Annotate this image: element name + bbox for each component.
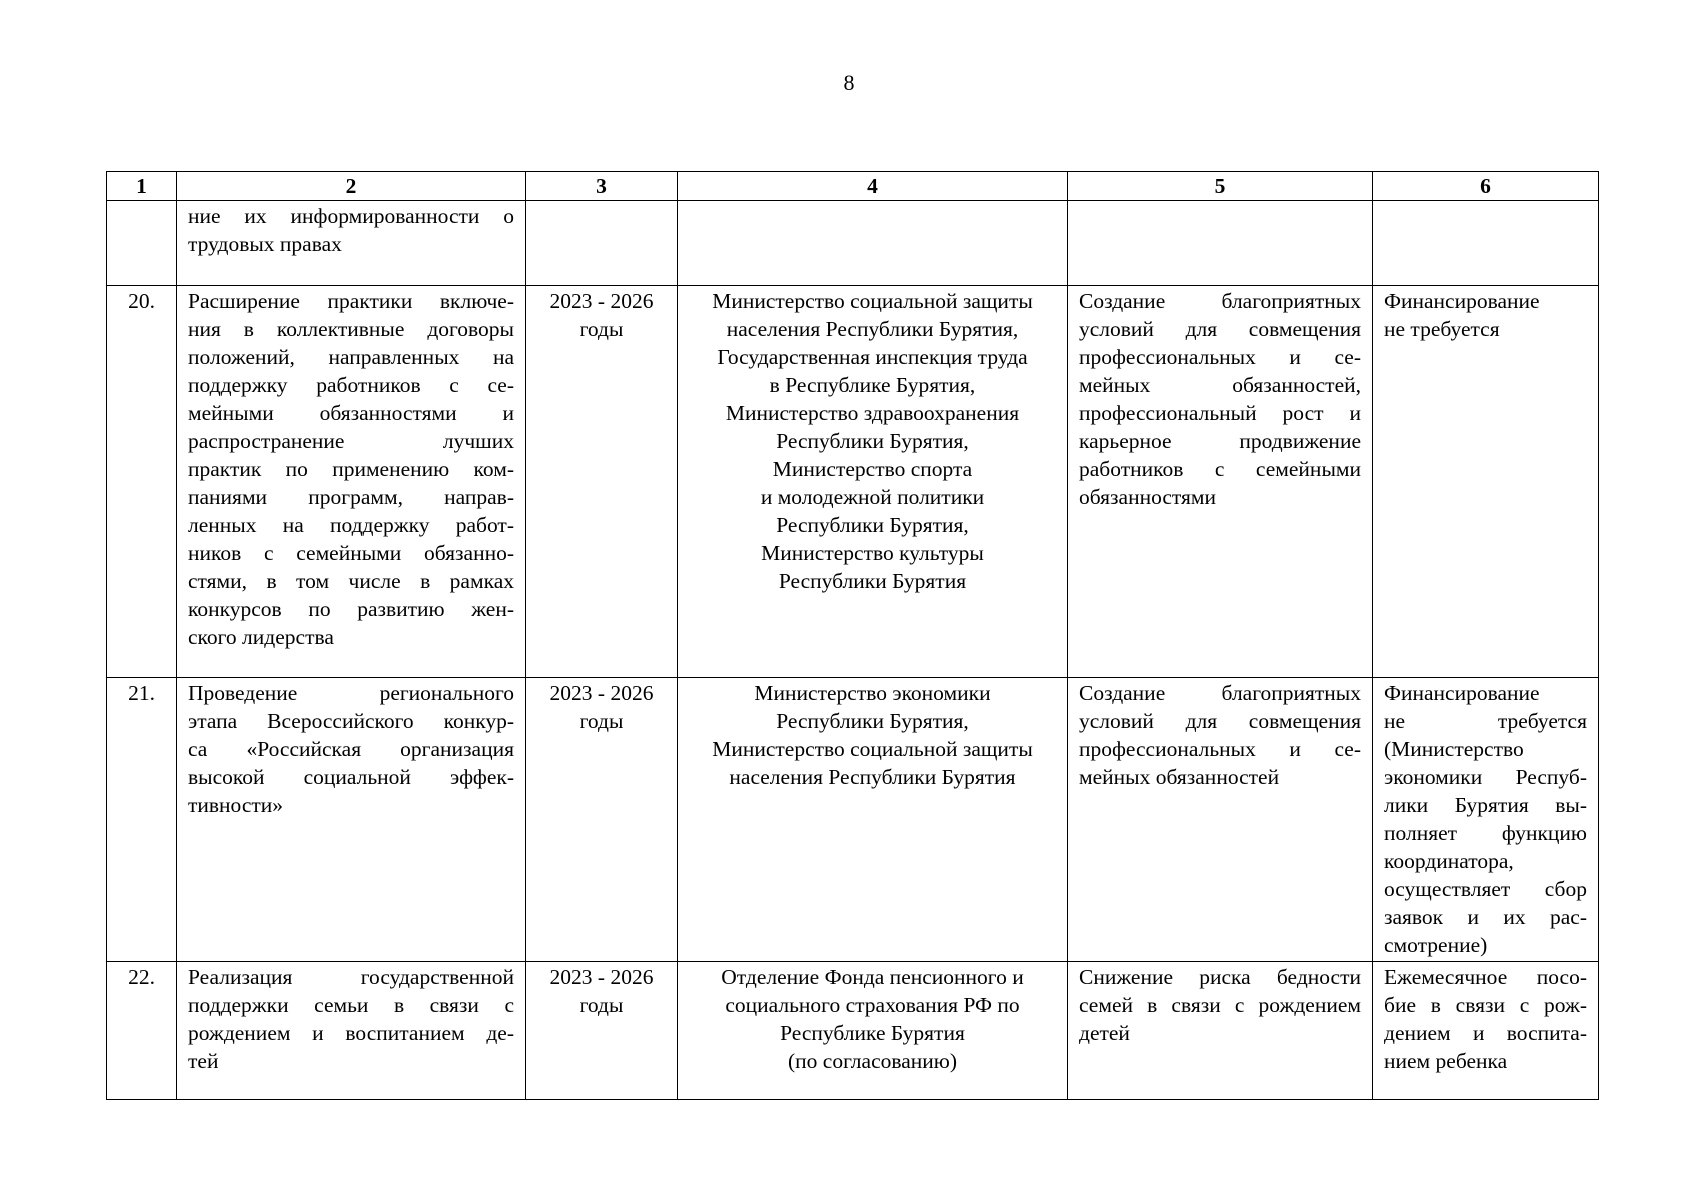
cell-line: Министерство культуры — [761, 541, 984, 565]
cell-line: годы — [579, 993, 624, 1017]
executors-cell — [678, 286, 1068, 678]
cell-line: Расширение практики включе- — [188, 289, 514, 313]
period-cell — [526, 962, 678, 1100]
measure-cell — [177, 286, 526, 678]
cell-line: Реализация государственной — [188, 965, 514, 989]
cell-line: Финансирование — [1384, 289, 1540, 313]
cell-line: Министерство здравоохранения — [725, 401, 1020, 425]
period-cell — [526, 201, 678, 286]
row-number-cell: 22. — [107, 962, 177, 1100]
cell-line: ского лидерства — [188, 625, 334, 649]
col-header-2: 2 — [177, 172, 526, 201]
cell-line: бие в связи с рож- — [1384, 993, 1587, 1017]
cell-line: населения Республики Бурятия, — [726, 317, 1019, 341]
cell-line: обязанностями — [1079, 485, 1217, 509]
cell-line: тей — [188, 1049, 219, 1073]
cell-line: практик по применению ком- — [188, 457, 514, 481]
cell-line: тивности» — [188, 793, 284, 817]
measures-table — [106, 171, 1599, 1100]
col-header-1: 1 — [107, 172, 177, 201]
cell-line: не требуется — [1384, 709, 1587, 733]
table-row — [107, 962, 1599, 1100]
cell-line: 2023 - 2026 — [549, 681, 654, 705]
header-row — [107, 172, 1599, 201]
cell-line: ленных на поддержку работ- — [188, 513, 514, 537]
cell-line: трудовых правах — [188, 232, 342, 256]
cell-line: в Республике Бурятия, — [769, 373, 976, 397]
measure-cell — [177, 962, 526, 1100]
col-header-3: 3 — [526, 172, 678, 201]
cell-line: этапа Всероссийского конкур- — [188, 709, 514, 733]
cell-line: Финансирование — [1384, 681, 1540, 705]
result-cell — [1068, 201, 1373, 286]
cell-line: Снижение риска бедности — [1079, 965, 1361, 989]
cell-line: населения Республики Бурятия — [729, 765, 1016, 789]
cell-line: Министерство спорта — [772, 457, 973, 481]
cell-line: 2023 - 2026 — [549, 289, 654, 313]
cell-line: Министерство социальной защиты — [712, 289, 1033, 313]
cell-line: ников с семейными обязанно- — [188, 541, 514, 565]
col-header-4: 4 — [678, 172, 1068, 201]
cell-line: мейных обязанностей — [1079, 765, 1280, 789]
cell-line: (по согласованию) — [787, 1049, 958, 1073]
cell-line: Государственная инспекция труда — [717, 345, 1028, 369]
cell-line: Республике Бурятия — [780, 1021, 965, 1045]
col-header-5: 5 — [1068, 172, 1373, 201]
cell-line: Министерство экономики — [754, 681, 991, 705]
table-row — [107, 678, 1599, 962]
financing-cell — [1373, 678, 1599, 962]
cell-line: осуществляет сбор — [1384, 877, 1587, 901]
cell-line: социального страхования РФ по — [725, 993, 1020, 1017]
cell-line: заявок и их рас- — [1384, 905, 1587, 929]
cell-line: ние их информированности о — [188, 204, 514, 228]
row-number-cell: 21. — [107, 678, 177, 962]
executors-cell — [678, 962, 1068, 1100]
cell-line: Отделение Фонда пенсионного и — [721, 965, 1024, 989]
cell-line: профессиональных и се- — [1079, 345, 1361, 369]
cell-line: профессиональный рост и — [1079, 401, 1361, 425]
executors-cell — [678, 678, 1068, 962]
cell-line: и молодежной политики — [760, 485, 985, 509]
cell-line: мейных обязанностей, — [1079, 373, 1361, 397]
table-row — [107, 286, 1599, 678]
table-row — [107, 201, 1599, 286]
cell-line: 2023 - 2026 — [549, 965, 654, 989]
cell-line: Проведение регионального — [188, 681, 514, 705]
cell-line: паниями программ, направ- — [188, 485, 514, 509]
cell-line: нием ребенка — [1384, 1049, 1508, 1073]
cell-line: Республики Бурятия, — [776, 429, 969, 453]
cell-line: координатора, — [1384, 849, 1514, 873]
period-cell — [526, 286, 678, 678]
page-number: 8 — [843, 70, 855, 95]
financing-cell — [1373, 962, 1599, 1100]
cell-line: детей — [1079, 1021, 1130, 1045]
cell-line: стями, в том числе в рамках — [188, 569, 514, 593]
cell-line: Республики Бурятия, — [776, 513, 969, 537]
cell-line: Республики Бурятия — [778, 569, 967, 593]
cell-line: (Министерство — [1384, 737, 1524, 761]
cell-line: лики Бурятия вы- — [1384, 793, 1587, 817]
financing-cell — [1373, 286, 1599, 678]
cell-line: полняет функцию — [1384, 821, 1587, 845]
period-cell — [526, 678, 678, 962]
cell-line: са «Российская организация — [188, 737, 514, 761]
table-body — [107, 201, 1599, 1100]
cell-line: профессиональных и се- — [1079, 737, 1361, 761]
cell-line: Республики Бурятия, — [776, 709, 969, 733]
cell-line: поддержку работников с се- — [188, 373, 514, 397]
cell-line: карьерное продвижение — [1079, 429, 1361, 453]
row-number-cell: 20. — [107, 286, 177, 678]
cell-line: Ежемесячное посо- — [1384, 965, 1587, 989]
cell-line: Создание благоприятных — [1079, 289, 1361, 313]
cell-line: рождением и воспитанием де- — [188, 1021, 514, 1045]
cell-line: распространение лучших — [188, 429, 514, 453]
cell-line: экономики Респуб- — [1384, 765, 1587, 789]
measure-cell — [177, 201, 526, 286]
cell-line: поддержки семьи в связи с — [188, 993, 514, 1017]
cell-line: годы — [579, 317, 624, 341]
cell-line: условий для совмещения — [1079, 709, 1361, 733]
cell-line: условий для совмещения — [1079, 317, 1361, 341]
result-cell — [1068, 962, 1373, 1100]
row-number-cell — [107, 201, 177, 286]
cell-line: Создание благоприятных — [1079, 681, 1361, 705]
result-cell — [1068, 286, 1373, 678]
cell-line: годы — [579, 709, 624, 733]
col-header-6: 6 — [1373, 172, 1599, 201]
cell-line: конкурсов по развитию жен- — [188, 597, 514, 621]
cell-line: не требуется — [1384, 317, 1500, 341]
cell-line: положений, направленных на — [188, 345, 514, 369]
measure-cell — [177, 678, 526, 962]
cell-line: Министерство социальной защиты — [712, 737, 1033, 761]
result-cell — [1068, 678, 1373, 962]
cell-line: работников с семейными — [1079, 457, 1361, 481]
cell-line: семей в связи с рождением — [1079, 993, 1361, 1017]
cell-line: дением и воспита- — [1384, 1021, 1587, 1045]
financing-cell — [1373, 201, 1599, 286]
cell-line: ния в коллективные договоры — [188, 317, 514, 341]
executors-cell — [678, 201, 1068, 286]
cell-line: высокой социальной эффек- — [188, 765, 514, 789]
cell-line: смотрение) — [1384, 933, 1488, 957]
cell-line: мейными обязанностями и — [188, 401, 514, 425]
